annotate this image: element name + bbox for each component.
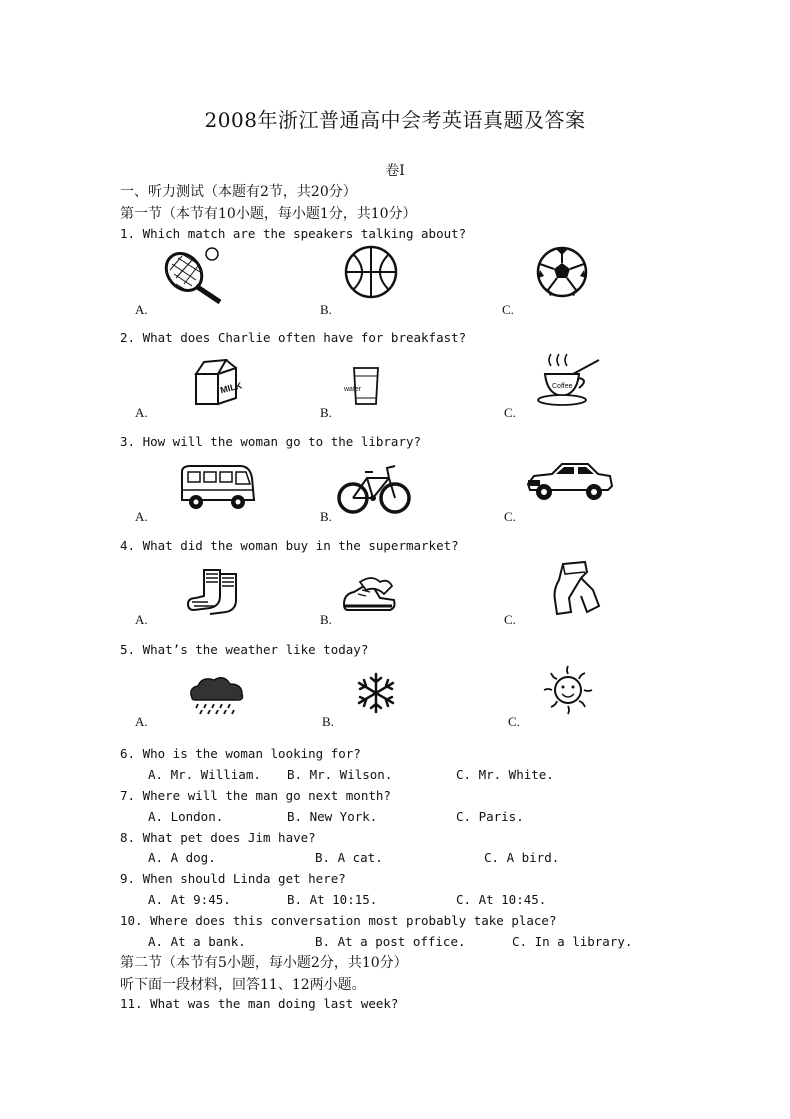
car-icon	[526, 460, 614, 502]
option-a: A. At a bank.	[148, 934, 246, 949]
rain-cloud-icon	[186, 674, 246, 716]
option-letter-b: B.	[320, 302, 332, 317]
section1-heading: 第一节（本节有10小题，每小题1分，共10分）	[120, 206, 417, 222]
option-b: B. A cat.	[315, 850, 383, 865]
option-c: C. At 10:45.	[456, 892, 547, 907]
option-letter-c: C.	[504, 405, 516, 420]
tennis-racket-icon	[162, 244, 230, 306]
option-letter-c: C.	[508, 714, 520, 729]
bus-icon	[178, 462, 258, 514]
option-letter-b: B.	[320, 509, 332, 524]
option-b: B. Mr. Wilson.	[287, 767, 393, 782]
option-a: A. London.	[148, 809, 224, 824]
page-title: 2008年浙江普通高中会考英语真题及答案	[204, 108, 586, 132]
option-letter-a: A.	[135, 509, 148, 524]
option-letter-a: A.	[135, 405, 148, 420]
shoes-icon	[340, 574, 398, 614]
part1-heading: 一、听力测试（本题有2节，共20分）	[120, 184, 357, 200]
option-letter-c: C.	[504, 509, 516, 524]
option-letter-a: A.	[135, 302, 148, 317]
option-c: C. A bird.	[484, 850, 560, 865]
bicycle-icon	[337, 460, 411, 516]
option-b: B. At 10:15.	[287, 892, 378, 907]
socks-icon	[186, 566, 242, 618]
option-letter-c: C.	[502, 302, 514, 317]
question-10: 10. Where does this conversation most probably take place?	[120, 913, 557, 928]
milk-carton-icon	[192, 358, 243, 406]
option-b: B. At a post office.	[315, 934, 466, 949]
option-letter-b: B.	[322, 714, 334, 729]
section2-instruction: 听下面一段材料，回答11、12两小题。	[120, 977, 366, 993]
section2-heading: 第二节（本节有5小题，每小题2分，共10分）	[120, 955, 408, 971]
option-b: B. New York.	[287, 809, 378, 824]
water-glass-icon	[344, 364, 384, 406]
snowflake-icon	[355, 672, 397, 714]
coffee-cup-icon	[537, 350, 601, 408]
option-a: A. Mr. William.	[148, 767, 261, 782]
option-letter-c: C.	[504, 612, 516, 627]
option-letter-b: B.	[320, 612, 332, 627]
sun-icon	[542, 664, 594, 716]
option-letter-a: A.	[135, 714, 148, 729]
question-5: 5. What’s the weather like today?	[120, 642, 369, 657]
option-c: C. Mr. White.	[456, 767, 554, 782]
football-icon	[536, 246, 588, 298]
question-3: 3. How will the woman go to the library?	[120, 434, 422, 449]
option-a: A. At 9:45.	[148, 892, 231, 907]
svg-text:MILK: MILK	[219, 380, 243, 396]
question-2: 2. What does Charlie often have for breakfast?	[120, 330, 467, 345]
option-letter-b: B.	[320, 405, 332, 420]
svg-text:water: water	[344, 386, 362, 393]
question-6: 6. Who is the woman looking for?	[120, 746, 361, 761]
trousers-icon	[541, 560, 605, 618]
question-9: 9. When should Linda get here?	[120, 871, 346, 886]
option-letter-a: A.	[135, 612, 148, 627]
question-8: 8. What pet does Jim have?	[120, 830, 316, 845]
question-1: 1. Which match are the speakers talking about?	[120, 226, 467, 241]
question-7: 7. Where will the man go next month?	[120, 788, 391, 803]
question-11: 11. What was the man doing last week?	[120, 996, 399, 1011]
volume-label: 卷I	[385, 163, 405, 179]
basketball-icon	[343, 244, 399, 300]
option-c: C. Paris.	[456, 809, 524, 824]
option-c: C. In a library.	[512, 934, 633, 949]
svg-text:Coffee: Coffee	[552, 383, 573, 390]
option-a: A. A dog.	[148, 850, 216, 865]
question-4: 4. What did the woman buy in the supermarket?	[120, 538, 459, 553]
